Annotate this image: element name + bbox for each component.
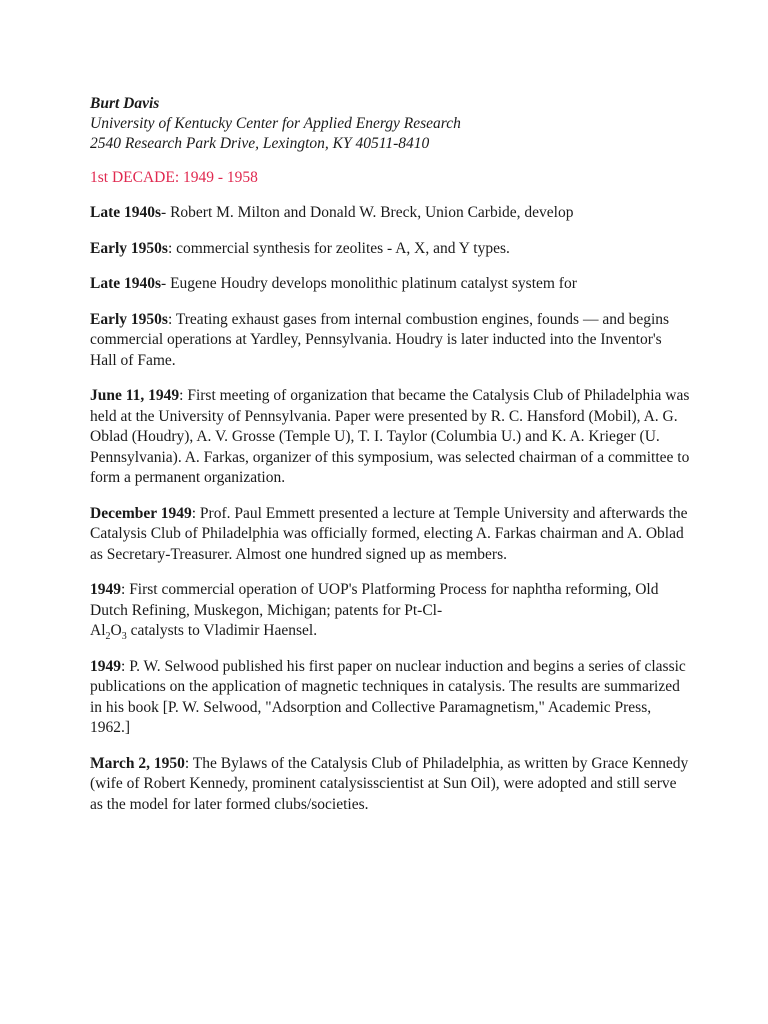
author-affiliation: University of Kentucky Center for Applied Energy Research	[90, 115, 461, 132]
entry-text: The Bylaws of the Catalysis Club of Philadelphia, as written by Grace Kennedy (wife of Robert Kennedy, prominent catalysisscientist at Sun Oil), were adopted and still serve as the model for later formed clubs/societies.	[90, 754, 689, 813]
formula-subscript: 3	[121, 631, 127, 643]
timeline-entry	[90, 657, 690, 739]
entry-date: Early 1950s	[90, 310, 168, 328]
entry-separator: :	[167, 239, 177, 257]
entry-separator: :	[184, 754, 193, 772]
entry-date: 1949	[90, 581, 121, 598]
entry-separator: :	[121, 581, 130, 598]
timeline-entry	[90, 239, 690, 260]
timeline-entry	[90, 203, 690, 224]
timeline-entry	[90, 310, 690, 372]
entry-text: Robert M. Milton and Donald W. Breck, Union Carbide, develop	[170, 204, 574, 221]
entry-date: Late 1940s	[90, 204, 162, 221]
entry-date: March 2, 1950	[90, 754, 185, 772]
entry-date: Early 1950s	[90, 239, 168, 257]
document-page	[90, 94, 690, 815]
timeline-entry	[90, 386, 690, 489]
entry-separator: :	[167, 310, 176, 328]
entry-text: Prof. Paul Emmett presented a lecture at Temple University and afterwards the Catalysis Club of Philadelphia was officially formed, electing A. Farkas chairman and A. Oblad as Secretary-Treasurer. Almost one hundred signed up as members.	[90, 504, 688, 563]
formula-element: Al	[90, 622, 106, 639]
formula-subscript: 2	[105, 631, 111, 643]
entry-date: Late 1940s	[90, 275, 162, 292]
entry-text: First commercial operation of UOP's Platforming Process for naphtha reforming, Old Dutch Refining, Muskegon, Michigan; patents for Pt-Cl-	[90, 581, 659, 619]
entry-date: December 1949	[90, 504, 192, 522]
entry-separator: -	[161, 204, 171, 221]
decade-heading: 1st DECADE: 1949 - 1958	[90, 169, 258, 186]
entry-text: P. W. Selwood published his first paper on nuclear induction and begins a series of classic publications on the application of magnetic techniques in catalysis. The results are summarized in his book [P. W. Selwood, "Adsorption and Collective Paramagnetism," Academic Press, 1962.]	[90, 657, 686, 736]
timeline-entry	[90, 754, 690, 816]
timeline-entry	[90, 504, 690, 566]
entry-text: Treating exhaust gases from internal combustion engines, founds — and begins commercial operations at Yardley, Pennsylvania. Houdry is later inducted into the Inventor's Hall of Fame.	[90, 310, 670, 369]
entry-text: catalysts to Vladimir Haensel.	[126, 622, 318, 639]
entry-separator: :	[121, 657, 130, 675]
entry-text: Eugene Houdry develops monolithic platinum catalyst system for	[170, 275, 577, 292]
entry-separator: -	[161, 275, 171, 292]
entry-date: June 11, 1949	[90, 387, 180, 404]
author-block	[90, 94, 690, 154]
author-address: 2540 Research Park Drive, Lexington, KY 40511-8410	[90, 135, 430, 152]
entry-text: commercial synthesis for zeolites - A, X, and Y types.	[176, 239, 510, 257]
chemical-formula	[90, 622, 127, 643]
entry-text: First meeting of organization that became the Catalysis Club of Philadelphia was held at the University of Pennsylvania. Paper were presented by R. C. Hansford (Mobil), A. G. Oblad (Houdry), A. V. Grosse (Temple U), T. I. Taylor (Columbia U.) and K. A. Krieger (U. Pennsylvania). A. Farkas, organizer of this symposium, was selected chairman of a committee to form a permanent organization.	[90, 387, 690, 486]
timeline-entry	[90, 274, 690, 295]
formula-element: O	[110, 622, 122, 639]
timeline-entry	[90, 580, 690, 642]
entry-date: 1949	[90, 657, 121, 675]
entry-separator: :	[191, 504, 200, 522]
author-name: Burt Davis	[90, 95, 160, 112]
entry-separator: :	[179, 387, 188, 404]
